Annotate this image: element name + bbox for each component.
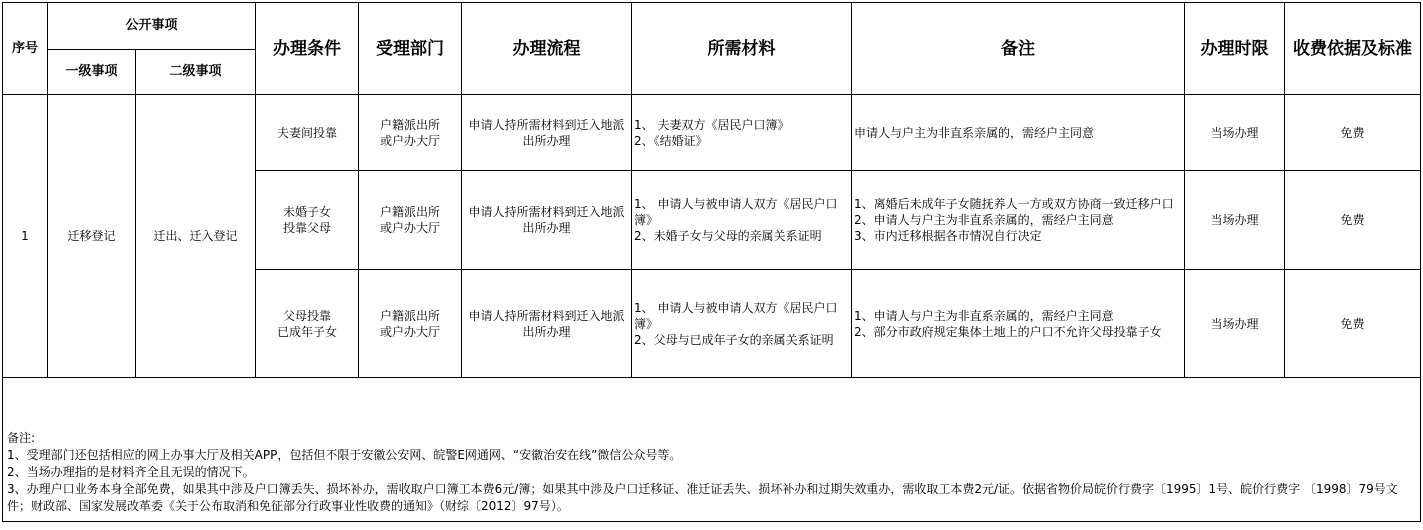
header-fee: 收费依据及标准 (1285, 3, 1421, 95)
row-fee: 免费 (1285, 270, 1421, 378)
row-process: 申请人持所需材料到迁入地派出所办理 (462, 95, 632, 171)
item-level2: 迁出、迁入登记 (136, 95, 256, 378)
row-fee: 免费 (1285, 171, 1421, 270)
header-materials: 所需材料 (632, 3, 852, 95)
row-remarks: 1、离婚后未成年子女随抚养人一方或双方协商一致迁移户口 2、申请人与户主为非直系亲属的，需经户主同意 3、市内迁移根据各市情况自行决定 (852, 171, 1185, 270)
row-condition: 夫妻间投靠 (256, 95, 359, 171)
header-process: 办理流程 (462, 3, 632, 95)
header-dept: 受理部门 (359, 3, 462, 95)
notes-section (3, 378, 1421, 522)
note-item: 3、办理户口业务本身全部免费，如果其中涉及户口簿丢失、损坏补办，需收取户口簿工本费6元/簿；如果其中涉及户口迁移证、准迁证丢失、损坏补办和过期失效重办，需收取工本费2元/证。依据省物价局皖价行费字〔1995〕1号、皖价行费字 〔1998〕79号文件；财政部、国家发展改革委《关于公布取消和免征部分行政事业性收费的通知》（财综〔2012〕97号）。 (7, 482, 1398, 513)
row-time-limit: 当场办理 (1185, 95, 1285, 171)
public-matters-table (2, 2, 1421, 522)
header-level1: 一级事项 (48, 50, 136, 95)
item-seq: 1 (3, 95, 48, 378)
notes-title: 备注: (7, 431, 36, 445)
header-conditions: 办理条件 (256, 3, 359, 95)
header-level2: 二级事项 (136, 50, 256, 95)
item-level1: 迁移登记 (48, 95, 136, 378)
row-condition: 父母投靠 已成年子女 (256, 270, 359, 378)
row-remarks: 申请人与户主为非直系亲属的，需经户主同意 (852, 95, 1185, 171)
row-fee: 免费 (1285, 95, 1421, 171)
row-materials: 1、 夫妻双方《居民户口簿》 2、《结婚证》 (632, 95, 852, 171)
note-item: 2、当场办理指的是材料齐全且无误的情况下。 (7, 465, 255, 479)
row-materials: 1、 申请人与被申请人双方《居民户口簿》 2、未婚子女与父母的亲属关系证明 (632, 171, 852, 270)
row-dept: 户籍派出所 或户办大厅 (359, 270, 462, 378)
row-remarks: 1、申请人与户主为非直系亲属的，需经户主同意 2、部分市政府规定集体土地上的户口不允许父母投靠子女 (852, 270, 1185, 378)
table-row (3, 95, 1421, 171)
row-dept: 户籍派出所 或户办大厅 (359, 95, 462, 171)
row-process: 申请人持所需材料到迁入地派出所办理 (462, 270, 632, 378)
row-time-limit: 当场办理 (1185, 270, 1285, 378)
header-seq: 序号 (3, 3, 48, 95)
note-item: 1、受理部门还包括相应的网上办事大厅及相关APP，包括但不限于安徽公安网、皖警E网通网、“安徽治安在线”微信公众号等。 (7, 448, 682, 462)
row-time-limit: 当场办理 (1185, 171, 1285, 270)
header-public-matters: 公开事项 (48, 3, 256, 50)
header-remarks: 备注 (852, 3, 1185, 95)
row-materials: 1、 申请人与被申请人双方《居民户口簿》 2、父母与已成年子女的亲属关系证明 (632, 270, 852, 378)
row-dept: 户籍派出所 或户办大厅 (359, 171, 462, 270)
header-time-limit: 办理时限 (1185, 3, 1285, 95)
row-process: 申请人持所需材料到迁入地派出所办理 (462, 171, 632, 270)
row-condition: 未婚子女 投靠父母 (256, 171, 359, 270)
